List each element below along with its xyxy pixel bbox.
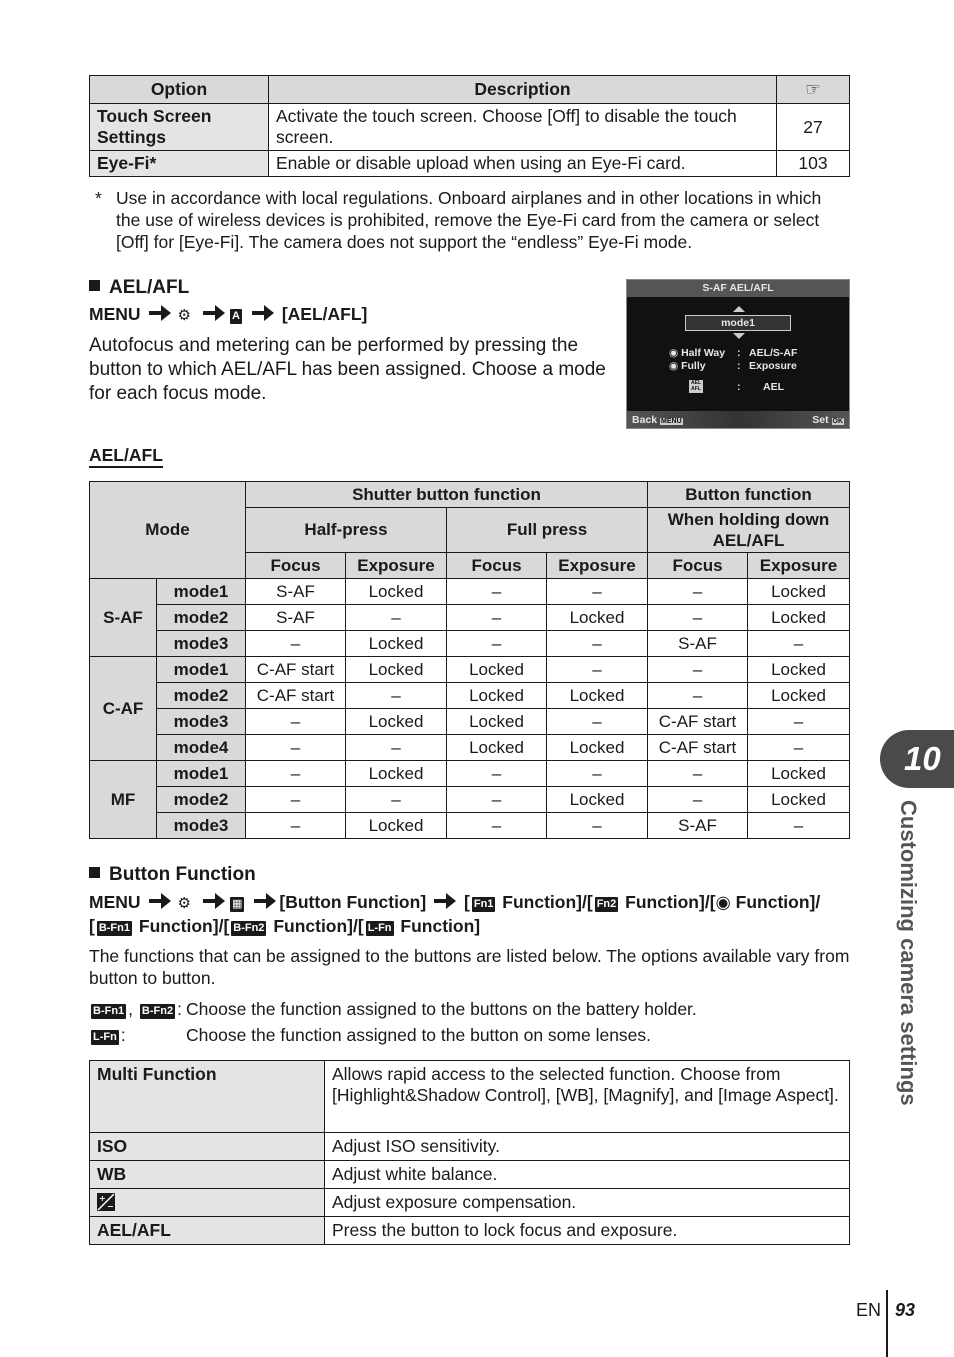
submenu-b-icon: ▦ [231,898,243,910]
focus-mode-group: S-AF [90,579,157,657]
table-cell: – [648,761,748,787]
half-press-header: Half-press [246,508,447,553]
half-way-value: AEL/S-AF [749,347,798,359]
ael-heading: AEL/AFL [89,277,189,299]
focus-mode-group: C-AF [90,657,157,761]
ael-table-title: AEL/AFL [89,444,163,468]
table-cell: Locked [748,787,850,813]
header-option: Option [90,76,269,104]
mode-header: Mode [90,482,246,579]
table-cell: – [246,631,346,657]
arrow-icon [215,893,225,909]
table-row [90,787,850,813]
bfn2-icon: B-Fn2 [233,922,265,934]
table-cell: – [547,631,648,657]
table-cell: – [246,813,346,839]
table-cell: – [547,579,648,605]
reference-page-icon: ☞ [777,76,850,104]
function-label: Multi Function [90,1061,325,1133]
table-cell: Locked [748,683,850,709]
table-cell: – [648,605,748,631]
table-cell: S-AF [246,579,346,605]
table-row [90,1217,850,1245]
footnote-marker: * [95,188,102,208]
page-ref: 27 [777,104,850,151]
table-row [90,151,850,177]
focus-header: Focus [648,553,748,579]
mode-name: mode1 [157,761,246,787]
table-cell: – [447,631,547,657]
footer-lang: EN [856,1300,882,1320]
fn2-icon: Fn2 [596,898,617,910]
fully-value: Exposure [749,360,797,372]
lfn-icon: L-Fn [367,922,392,934]
ael-afl-table [89,481,850,839]
shutter-function-header: Shutter button function [246,482,648,508]
function-label: WB [90,1161,325,1189]
bfn2-icon: B-Fn2 [141,1005,174,1017]
separator: : [737,360,741,372]
mode-name: mode4 [157,735,246,761]
table-cell: – [447,813,547,839]
table-cell: – [447,787,547,813]
table-cell: – [648,579,748,605]
table-cell: Locked [346,709,447,735]
function-label: ISO [90,1133,325,1161]
table-cell: – [547,709,648,735]
mode-selector: mode1 [685,315,791,331]
table-cell: – [447,761,547,787]
table-row [90,631,850,657]
table-cell: – [246,787,346,813]
arrow-icon [446,893,456,909]
table-cell: Locked [447,735,547,761]
mode-name: mode1 [157,657,246,683]
down-arrow-icon [733,333,745,339]
table-cell: Locked [547,605,648,631]
table-cell: Locked [346,813,447,839]
description-cell: Enable or disable upload when using an Eye-Fi card. [269,151,777,177]
lfn-note-text: Choose the function assigned to the button on some lenses. [186,1025,652,1045]
function-desc: Adjust exposure compensation. [325,1189,850,1217]
table-cell: Locked [346,761,447,787]
custom-menu-gear-icon: ⚙ [177,895,191,912]
table-cell: – [246,735,346,761]
back-button[interactable]: Back MENU [632,414,682,426]
mode-name: mode2 [157,787,246,813]
table-cell: – [748,735,850,761]
button-function-description: The functions that can be assigned to the buttons are listed below. The options available vary from button to button. [89,946,850,988]
arrow-icon [161,893,171,909]
table-row [90,1133,850,1161]
footnote-text: Use in accordance with local regulations. Onboard airplanes and in other locations in which the use of wireless devices is prohibited, remove the Eye-Fi card from the camera or select [Off] for [Eye-Fi]. The camera does not support the “endless” Eye-Fi mode. [116,188,822,252]
table-cell: Locked [547,683,648,709]
separator: : [737,381,741,393]
option-cell: Touch Screen Settings [90,104,269,151]
lfn-icon: L-Fn [93,1031,117,1043]
table-cell: Locked [748,761,850,787]
half-way-row: ◉ Half Way [669,347,726,359]
table-cell: Locked [346,657,447,683]
shutter-icon: ◉ [669,347,679,359]
arrow-icon [264,305,274,321]
svg-text:+: + [99,1194,106,1203]
table-cell: S-AF [648,631,748,657]
table-cell: – [447,605,547,631]
footer-divider [886,1290,888,1357]
table-cell: Locked [447,709,547,735]
menu-button-icon: MENU [661,418,682,425]
chapter-title: Customizing camera settings [896,800,921,1106]
table-cell: C-AF start [648,709,748,735]
table-cell: Locked [547,735,648,761]
bfn-note: B-Fn1 , B-Fn2 : [93,999,182,1019]
ael-afl-button-icon: AEL AFL [691,380,701,392]
button-function-heading: Button Function [89,864,256,886]
footnote [95,187,845,253]
arrow-icon [266,893,276,909]
function-desc: Adjust white balance. [325,1161,850,1189]
button-function-header: Button function [648,482,850,508]
lfn-note: L-Fn : [93,1025,126,1045]
exposure-header: Exposure [547,553,648,579]
mode-name: mode2 [157,605,246,631]
table-cell: Locked [447,683,547,709]
ael-menu-path: MENU ⚙ A [AEL/AFL] [89,304,368,324]
table-cell: C-AF start [246,657,346,683]
table-cell: Locked [346,631,447,657]
mode-name: mode3 [157,813,246,839]
table-cell: C-AF start [648,735,748,761]
focus-mode-group: MF [90,761,157,839]
separator: : [737,347,741,359]
focus-header: Focus [447,553,547,579]
ok-dial-icon: ◉ [715,892,731,912]
table-cell: – [346,605,447,631]
table-cell: – [346,683,447,709]
bullet-square-icon [89,867,100,878]
table-cell: – [346,787,447,813]
table-cell: Locked [346,579,447,605]
mode-name: mode3 [157,709,246,735]
table-cell: – [547,761,648,787]
page-ref: 103 [777,151,850,177]
table-cell: Locked [748,579,850,605]
custom-menu-gear-icon: ⚙ [177,307,191,324]
function-desc: Press the button to lock focus and exposure. [325,1217,850,1245]
table-cell: Locked [748,605,850,631]
table-cell: – [748,813,850,839]
ok-button-icon: OK [832,418,843,425]
table-cell: – [547,813,648,839]
submenu-a-icon: A [231,310,240,322]
bfn-note-text: Choose the function assigned to the buttons on the battery holder. [186,999,697,1019]
table-cell: – [648,683,748,709]
exposure-header: Exposure [748,553,850,579]
set-button[interactable]: Set OK [812,414,843,426]
mode-name: mode2 [157,683,246,709]
table-cell: Locked [748,657,850,683]
bullet-square-icon [89,280,100,291]
screen-title: S-AF AEL/AFL [702,282,774,294]
shutter-icon: ◉ [669,360,679,372]
table-row [90,1061,850,1133]
table-row [90,1189,850,1217]
table-cell: – [246,709,346,735]
up-arrow-icon [733,306,745,312]
table-cell: C-AF start [246,683,346,709]
table-row [90,104,850,151]
ael-description: Autofocus and metering can be performed by pressing the button to which AEL/AFL has been assigned. Choose a mode for each focus mode. [89,335,606,404]
table-cell: S-AF [246,605,346,631]
table-cell: – [447,579,547,605]
table-cell: Locked [547,787,648,813]
table-cell: – [748,709,850,735]
holding-header: When holding down AEL/AFL [648,508,850,553]
svg-text:−: − [107,1202,114,1211]
table-row [90,579,850,605]
table-cell: S-AF [648,813,748,839]
exposure-compensation-icon [97,1193,115,1211]
focus-header: Focus [246,553,346,579]
table-cell: – [648,787,748,813]
button-menu-path: MENU ⚙ ▦ [Button Function] [ Fn1 Function]/[ Fn2 Function]/[◉ Function]/ [ B-Fn1 Function]/[ B-Fn2 Function]/[ L-Fn Function] [89,892,821,936]
button-function-table [89,1060,850,1245]
function-label [90,1189,325,1217]
chapter-tab: 10 [880,730,954,788]
function-desc: Adjust ISO sensitivity. [325,1133,850,1161]
option-table [89,75,850,177]
function-label: AEL/AFL [90,1217,325,1245]
option-cell: Eye-Fi* [90,151,269,177]
description-cell: Activate the touch screen. Choose [Off] to disable the touch screen. [269,104,777,151]
table-cell: Locked [447,657,547,683]
arrow-icon [215,305,225,321]
camera-screen [626,279,850,429]
arrow-icon [161,305,171,321]
mode-name: mode1 [157,579,246,605]
table-cell: – [648,657,748,683]
table-row [90,735,850,761]
table-cell: – [246,761,346,787]
bfn1-icon: B-Fn1 [98,922,130,934]
table-row [90,657,850,683]
function-desc: Allows rapid access to the selected function. Choose from [Highlight&Shadow Control], [WB], [Magnify], and [Image Aspect]. [325,1061,850,1133]
bfn1-icon: B-Fn1 [93,1005,125,1017]
table-row [90,813,850,839]
ael-value: AEL [763,381,784,393]
table-row [90,1161,850,1189]
table-cell: – [547,657,648,683]
table-row [90,605,850,631]
page-number: 93 [895,1300,916,1320]
table-cell: – [346,735,447,761]
full-press-header: Full press [447,508,648,553]
table-row [90,761,850,787]
exposure-header: Exposure [346,553,447,579]
header-description: Description [269,76,777,104]
table-cell: – [748,631,850,657]
table-row [90,683,850,709]
table-row [90,709,850,735]
fn1-icon: Fn1 [473,898,494,910]
mode-name: mode3 [157,631,246,657]
fully-row: ◉ Fully [669,360,706,372]
